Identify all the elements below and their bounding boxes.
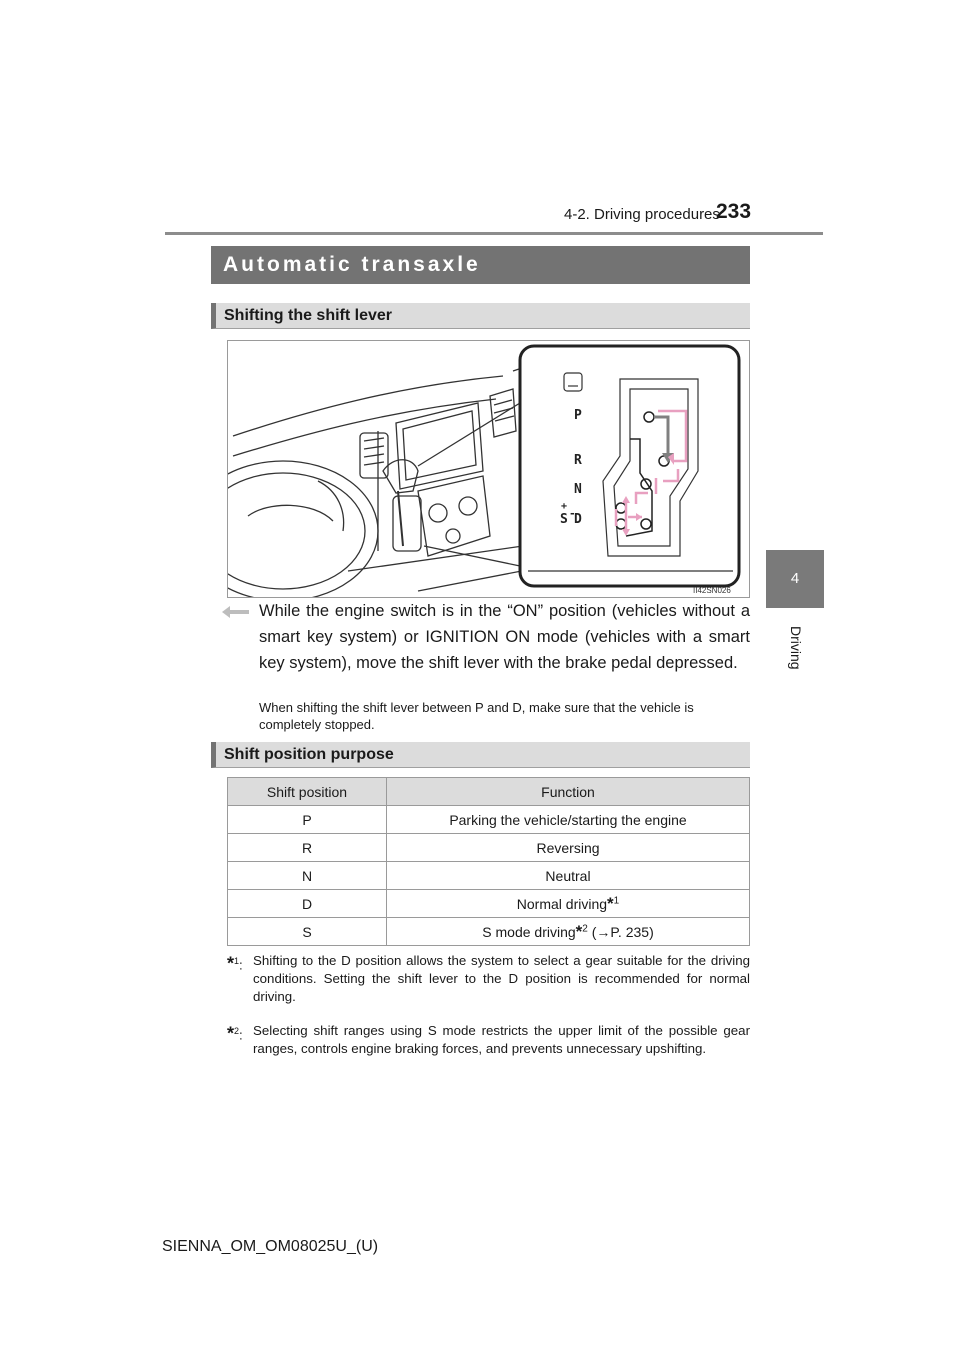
footnote-asterisk: * [575,921,583,941]
footnote-1-marker: *$^1$: [227,953,243,974]
footer-document-code: SIENNA_OM_OM08025U_(U) [162,1238,379,1255]
table-header-row [228,778,750,806]
chapter-label-container [760,620,830,680]
chapter-number: 4 [790,570,800,587]
page-number: 233 [716,200,752,223]
footnote-ref-mark[interactable]: 1 [613,894,620,906]
gate-inset-frame [520,346,739,586]
chapter-tab[interactable] [766,550,824,608]
function-text: Normal driving [516,895,608,912]
gate-label-plus: + [561,501,568,512]
function-text: Reversing [536,839,600,856]
table-header-shift-position: Shift position [228,778,387,806]
gate-label-p: P [574,408,582,423]
subsection-shifting-bar [211,303,750,329]
footnote-asterisk: * [607,893,614,913]
instruction-text: While the engine switch is in the “ON” position (vehicles without a smart key system) or IGNITION ON mode (vehicles with a smart key system), move the shift lever with the brake pedal depressed. [259,602,750,672]
footnote-2 [227,1022,750,1058]
header-rule [165,232,823,235]
section-title: Automatic transaxle [223,253,481,276]
table-cell-position: D [228,890,387,918]
table-cell-function [387,890,750,918]
subsection-purpose-title: Shift position purpose [224,746,394,763]
section-title-bar [211,246,750,284]
table-row [228,918,750,946]
gate-label-r: R [574,453,582,468]
gate-label-minus: - [569,507,576,520]
footnote-2-marker: *$^2$: [227,1023,243,1044]
function-text: Parking the vehicle/starting the engine [449,811,687,828]
footnote-1 [227,952,750,1006]
table-row [228,806,750,834]
illustration-svg [228,341,750,598]
table-cell-position: S [228,918,387,946]
footnote-ref-mark[interactable]: 2 [582,922,588,934]
header-section-title: 4-2. Driving procedures [564,206,720,223]
table-cell-position: P [228,806,387,834]
table-cell-function [387,834,750,862]
chapter-label: Driving [788,626,804,670]
shift-lever-illustration [227,340,750,598]
gate-label-d: D [574,512,582,527]
footnote-1-text: Shifting to the D position allows the system to select a gear suitable for the driving conditions. Setting the shift lever to the D position is recommended for normal driving. [253,953,750,1004]
page-reference-link[interactable]: (→P. 235) [591,923,654,940]
figure-code: II42SN026 [693,586,731,595]
footnote-2-text: Selecting shift ranges using S mode restricts the upper limit of the possible gear ranges, controls engine braking forces, and prevents unnecessary upshifting. [253,1023,750,1056]
table-cell-function [387,918,750,946]
gate-label-n: N [574,482,582,497]
subsection-shifting-title: Shifting the shift lever [224,307,393,324]
shift-position-table [227,777,750,946]
table-cell-function [387,862,750,890]
table-row [228,890,750,918]
subsection-purpose-bar [211,742,750,768]
table-cell-function [387,806,750,834]
gate-label-s: S [560,512,568,527]
instruction-arrow-icon [222,605,250,624]
table-cell-position: N [228,862,387,890]
instruction-note: When shifting the shift lever between P and D, make sure that the vehicle is completely stopped. [259,700,694,732]
function-text: S mode driving [482,923,576,940]
table-header-function: Function [387,778,750,806]
table-row [228,834,750,862]
function-text: Neutral [545,867,591,884]
table-cell-position: R [228,834,387,862]
table-row [228,862,750,890]
